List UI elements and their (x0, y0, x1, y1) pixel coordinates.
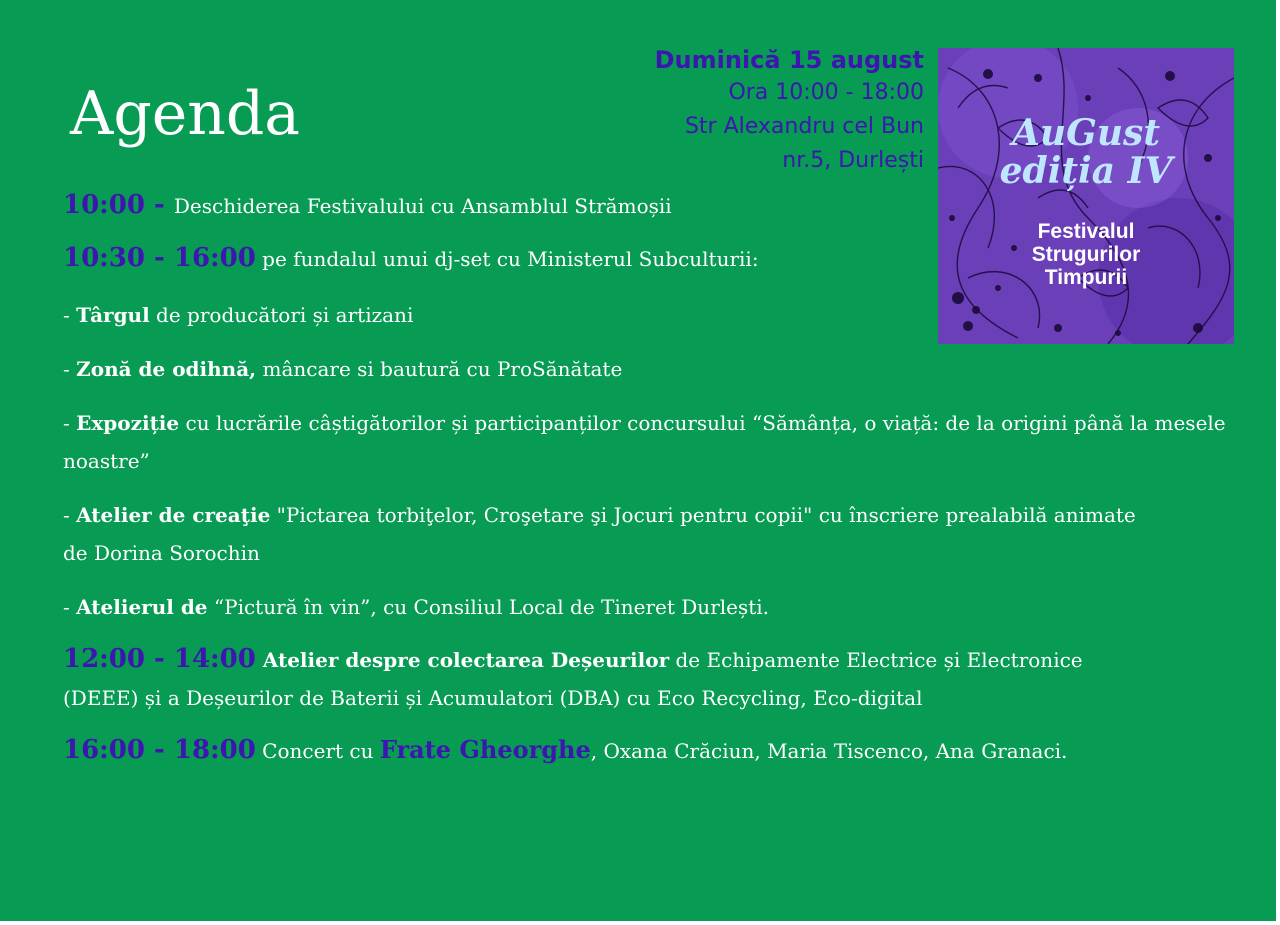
agenda-text: “Pictură în vin”, cu Consiliul Local de Tineret Durlești. (207, 595, 770, 619)
agenda-time: 12:00 - 14:00 (63, 644, 256, 674)
agenda-text: de Echipamente Electrice și Electronice (DEEE) și a Deșeurilor de Baterii și Acumulatori (DBA) cu Eco Recycling, Eco-digital (63, 648, 1083, 710)
agenda-item (63, 296, 923, 334)
agenda-item (63, 731, 1233, 770)
event-address-street: Str Alexandru cel Bun (684, 114, 924, 139)
agenda-text: Deschiderea Festivalului cu Ansamblul Strămoșii (173, 194, 672, 218)
headliner-name: Frate Gheorghe (379, 735, 591, 764)
agenda-text: cu lucrările câștigătorilor și participanților concursului “Sămânța, o viață: de la origini până la mesele noastre” (63, 411, 1226, 473)
agenda-time: 10:30 - 16:00 (63, 243, 256, 273)
agenda-text: Concert cu (255, 739, 380, 763)
agenda-text: , Oxana Crăciun, Maria Tiscenco, Ana Granaci. (590, 739, 1068, 763)
list-dash: - (63, 411, 77, 435)
agenda-list (63, 186, 1233, 770)
agenda-text: "Pictarea torbiţelor, Croşetare şi Jocuri pentru copii" cu înscriere prealabilă animate de Dorina Sorochin (63, 503, 1136, 565)
badge-subtitle-line1: Festivalul (1037, 220, 1135, 243)
agenda-highlight: Expoziție (76, 411, 180, 435)
agenda-text: pe fundalul unui dj-set cu Ministerul Subculturii: (255, 247, 759, 271)
agenda-highlight: Atelier despre colectarea Deșeurilor (255, 648, 670, 672)
list-dash: - (63, 595, 77, 619)
agenda-item (63, 350, 923, 388)
page-title: Agenda (70, 79, 301, 149)
agenda-time: 10:00 - (63, 190, 174, 220)
event-address-number: nr.5, Durlești (782, 148, 924, 173)
badge-title-line2: ediția IV (999, 150, 1173, 192)
badge-title-line1: AuGust (1012, 112, 1160, 154)
agenda-item (63, 186, 923, 225)
list-dash: - (63, 357, 77, 381)
agenda-highlight: Atelierul de (76, 595, 208, 619)
event-hours: Ora 10:00 - 18:00 (728, 80, 924, 105)
agenda-highlight: Atelier de creaţie (76, 503, 271, 527)
list-dash: - (63, 503, 77, 527)
agenda-text: mâncare si bautură cu ProSănătate (256, 357, 623, 381)
list-dash: - (63, 303, 77, 327)
badge-subtitle-line2: Strugurilor (1031, 243, 1141, 266)
agenda-item (63, 496, 1153, 572)
event-date: Duminică 15 august (654, 46, 924, 74)
agenda-item (63, 640, 1153, 717)
event-info (655, 44, 924, 178)
agenda-item (63, 404, 1233, 480)
badge-subtitle-line3: Timpurii (1044, 266, 1128, 289)
agenda-text: de producători și artizani (149, 303, 414, 327)
agenda-highlight: Târgul (76, 303, 150, 327)
agenda-highlight: Zonă de odihnă, (76, 357, 257, 381)
agenda-time: 16:00 - 18:00 (63, 735, 256, 765)
agenda-item (63, 239, 923, 278)
agenda-item (63, 588, 1233, 626)
